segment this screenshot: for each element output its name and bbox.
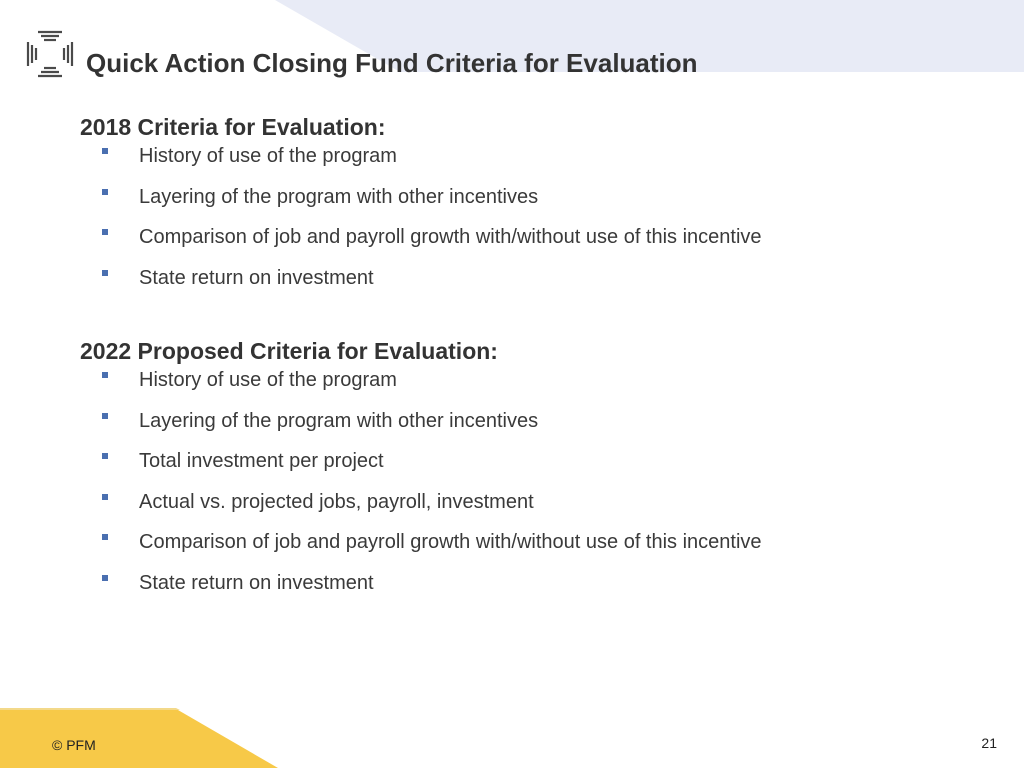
square-bullet-icon	[102, 575, 108, 581]
list-item	[80, 490, 762, 514]
page-title: Quick Action Closing Fund Criteria for Evaluation	[86, 48, 698, 78]
page-number: 21	[981, 735, 997, 751]
square-bullet-icon	[102, 453, 108, 459]
list-item-text: Comparison of job and payroll growth with/without use of this incentive	[139, 531, 762, 553]
list-item-text: History of use of the program	[139, 145, 397, 167]
list-item	[80, 449, 762, 473]
list-item	[80, 409, 762, 433]
bullet-list	[80, 144, 762, 290]
list-item-text: History of use of the program	[139, 369, 397, 391]
square-bullet-icon	[102, 148, 108, 154]
square-bullet-icon	[102, 413, 108, 419]
square-bullet-icon	[102, 189, 108, 195]
list-item	[80, 368, 762, 392]
list-item	[80, 530, 762, 554]
square-bullet-icon	[102, 270, 108, 276]
list-item-text: Total investment per project	[139, 450, 384, 472]
section-heading: 2022 Proposed Criteria for Evaluation:	[80, 338, 498, 364]
list-item-text: State return on investment	[139, 571, 374, 594]
list-item	[80, 225, 762, 249]
list-item-text: Actual vs. projected jobs, payroll, investment	[139, 490, 534, 513]
bullet-list	[80, 368, 762, 595]
footer-copyright: © PFM	[52, 737, 96, 753]
list-item-text: Layering of the program with other incentives	[139, 185, 539, 208]
section-2022	[80, 336, 762, 611]
square-bullet-icon	[102, 229, 108, 235]
list-item-text: Comparison of job and payroll growth with/without use of this incentive	[139, 226, 762, 248]
list-item	[80, 266, 762, 290]
square-bullet-icon	[102, 372, 108, 378]
list-item-text: Layering of the program with other incentives	[139, 409, 539, 432]
list-item-text: State return on investment	[139, 266, 374, 289]
list-item	[80, 185, 762, 209]
pfm-logo-icon	[24, 28, 76, 80]
list-item	[80, 571, 762, 595]
square-bullet-icon	[102, 534, 108, 540]
section-heading: 2018 Criteria for Evaluation:	[80, 114, 386, 140]
footer-band	[0, 708, 300, 768]
square-bullet-icon	[102, 494, 108, 500]
section-2018	[80, 112, 762, 306]
list-item	[80, 144, 762, 168]
